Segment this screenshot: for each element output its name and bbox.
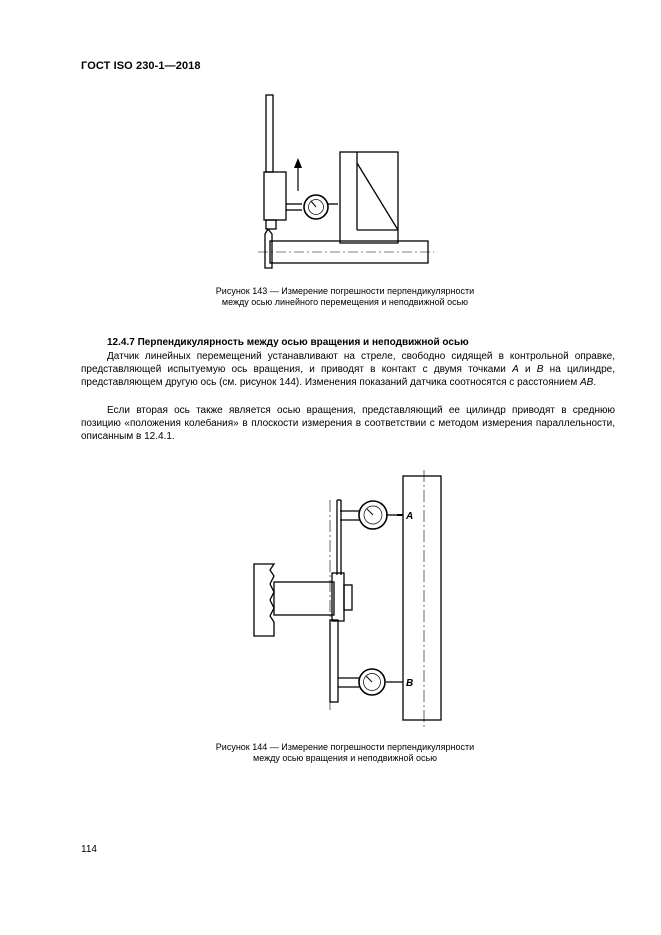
- paragraph-1: [81, 350, 615, 390]
- paragraph-1-end: .: [593, 377, 597, 389]
- point-a-ref: A: [512, 364, 519, 376]
- point-b-ref: B: [536, 364, 544, 376]
- figure-144-drawing: [240, 470, 450, 732]
- figure-143-caption-line2: между осью линейного перемещения и неподвижной осью: [221, 297, 469, 307]
- figure-143-drawing: [252, 88, 434, 274]
- paragraph-1-part2: на цилиндре, представляющем другую ось (см. рисунок 144). Изменения показаний датчика соотносятся с расстоянием: [81, 364, 615, 389]
- page-number: 114: [81, 844, 97, 855]
- figure-144-caption-line2: между осью вращения и неподвижной осью: [253, 753, 437, 763]
- distance-ab-ref: AB: [579, 377, 594, 389]
- section-title: 12.4.7 Перпендикулярность между осью вращения и неподвижной осью: [107, 337, 469, 348]
- figure-143-caption: [190, 286, 500, 308]
- figure-144-caption: [190, 742, 500, 764]
- figure-143-caption-line1: Рисунок 143 — Измерение погрешности перпендикулярности: [215, 286, 475, 296]
- paragraph-1-and: и: [518, 364, 537, 376]
- paragraph-2: Если вторая ось также является осью вращения, представляющий ее цилиндр приводят в среднюю позицию «положения колебания» в плоскости измерения в соответствии с методом измерения параллельности, описанным в 12.4.1.: [81, 405, 615, 443]
- paragraph-1-part1: Датчик линейных перемещений устанавливают на стреле, свободно сидящей в контрольной оправке, представляющей испытуемую ось вращения, и приводят в контакт с двумя точками: [81, 351, 615, 376]
- point-b-label: B: [406, 678, 414, 689]
- document-header: ГОСТ ISO 230-1—2018: [81, 60, 201, 72]
- point-a-label: A: [406, 511, 414, 522]
- figure-144-caption-line1: Рисунок 144 — Измерение погрешности перпендикулярности: [215, 742, 475, 752]
